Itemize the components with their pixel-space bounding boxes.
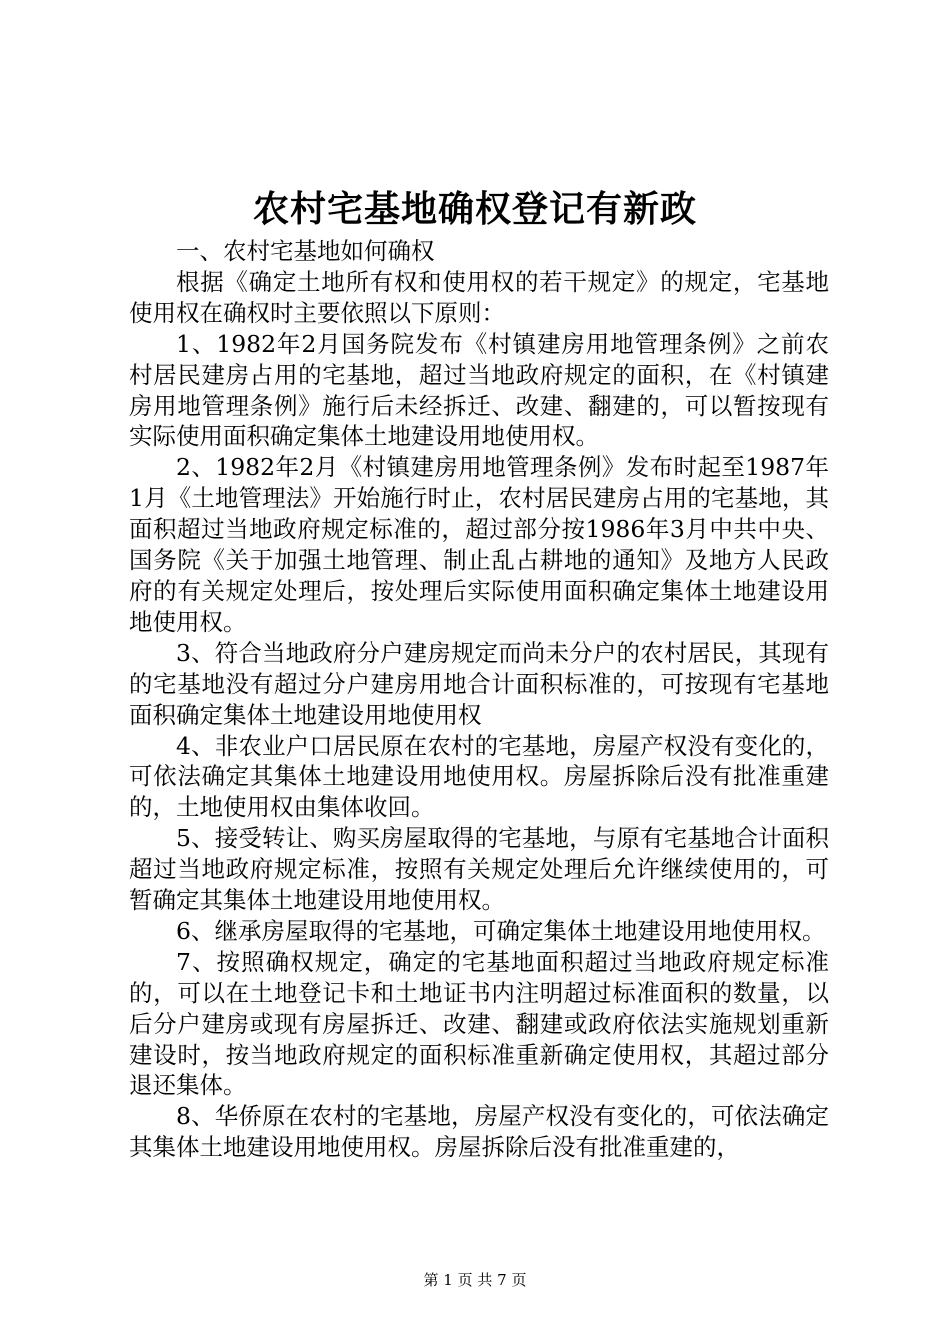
paragraph-intro: 根据《确定土地所有权和使用权的若干规定》的规定，宅基地使用权在确权时主要依照以下原则：	[129, 267, 829, 327]
page-footer: 第 1 页 共 7 页	[423, 1271, 527, 1289]
paragraph-item-5: 5、接受转让、购买房屋取得的宅基地，与原有宅基地合计面积超过当地政府规定标准，按照有关规定处理后允许继续使用的，可暂确定其集体土地建设用地使用权。	[129, 824, 829, 915]
paragraph-item-6: 6、继承房屋取得的宅基地，可确定集体土地建设用地使用权。	[176, 916, 826, 945]
paragraph-item-1: 1、1982年2月国务院发布《村镇建房用地管理条例》之前农村居民建房占用的宅基地，超过当地政府规定的面积，在《村镇建房用地管理条例》施行后未经拆迁、改建、翻建的，可以暂按现有实际使用面积确定集体土地建设用地使用权。	[129, 329, 829, 451]
paragraph-item-2: 2、1982年2月《村镇建房用地管理条例》发布时起至1987年1月《土地管理法》开始施行时止，农村居民建房占用的宅基地，其面积超过当地政府规定标准的，超过部分按1986年3月中共中央、国务院《关于加强土地管理、制止乱占耕地的通知》及地方人民政府的有关规定处理后，按处理后实际使用面积确定集体土地建设用地使用权。	[129, 453, 829, 636]
paragraph-item-4: 4、非农业户口居民原在农村的宅基地，房屋产权没有变化的，可依法确定其集体土地建设用地使用权。房屋拆除后没有批准重建的，土地使用权由集体收回。	[129, 731, 829, 822]
document-body	[129, 236, 829, 1163]
paragraph-item-7: 7、按照确权规定，确定的宅基地面积超过当地政府规定标准的，可以在土地登记卡和土地证书内注明超过标准面积的数量，以后分户建房或现有房屋拆迁、改建、翻建或政府依法实施规划重新建设时，按当地政府规定的面积标准重新确定使用权，其超过部分退还集体。	[129, 947, 829, 1100]
paragraph-item-8: 8、华侨原在农村的宅基地，房屋产权没有变化的，可依法确定其集体土地建设用地使用权。房屋拆除后没有批准重建的，	[129, 1102, 829, 1162]
section-heading: 一、农村宅基地如何确权	[176, 237, 435, 265]
paragraph-item-3: 3、符合当地政府分户建房规定而尚未分户的农村居民，其现有的宅基地没有超过分户建房用地合计面积标准的，可按现有宅基地面积确定集体土地建设用地使用权	[129, 638, 829, 729]
document-title: 农村宅基地确权登记有新政	[252, 188, 697, 230]
